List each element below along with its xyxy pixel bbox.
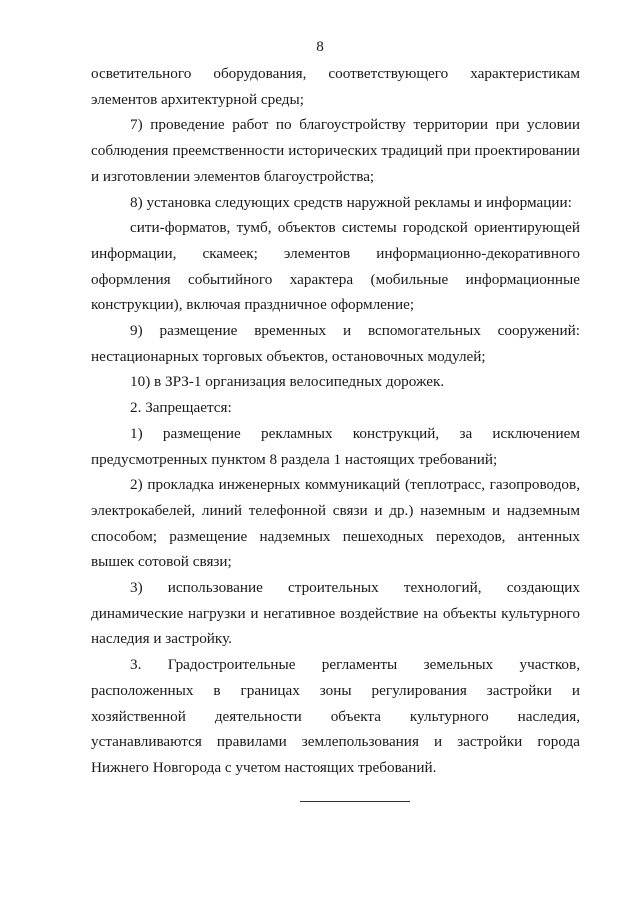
page-number: 8 — [316, 38, 324, 55]
section-2-heading: 2. Запрещается: — [130, 399, 232, 417]
prohibition-item-2: 2) прокладка инженерных коммуникаций (теплотрасс, газопроводов, электрокабелей, линий телефонной связи и др.) наземным и надземным способом; размещение надземных пешеходных переходов, антенных вышек сотовой связи; — [91, 476, 580, 571]
paragraph-item-10: 10) в ЗРЗ-1 организация велосипедных дорожек. — [130, 373, 445, 391]
prohibition-item-1: 1) размещение рекламных конструкций, за исключением предусмотренных пунктом 8 раздела 1 настоящих требований; — [91, 424, 580, 468]
paragraph-continuation: осветительного оборудования, соответствующего характеристикам элементов архитектурной среды; — [91, 65, 580, 108]
paragraph-item-9: 9) размещение временных и вспомогательных сооружений: нестационарных торговых объектов, остановочных модулей; — [91, 322, 580, 365]
paragraph-item-8: 8) установка следующих средств наружной рекламы и информации: — [130, 193, 572, 211]
prohibition-item-3: 3) использование строительных технологий, создающих динамические нагрузки и негативное воздействие на объекты культурного наследия и застройку. — [91, 579, 580, 648]
paragraph-item-8-list: сити-форматов, тумб, объектов системы городской ориентирующей информации, скамеек; элементов информационно-декоративного оформления событийного характера (мобильные информационные конструкции), включая праздничное оформление; — [91, 219, 580, 314]
section-3-paragraph: 3. Градостроительные регламенты земельных участков, расположенных в границах зоны регулирования застройки и хозяйственной деятельности объекта культурного наследия, устанавливаются правилами землепользования и застройки города Нижнего Новгорода с учетом настоящих требований. — [91, 656, 580, 776]
paragraph-item-7: 7) проведение работ по благоустройству территории при условии соблюдения преемственности исторических традиций при проектировании и изготовлении элементов благоустройства; — [91, 116, 580, 185]
closing-separator-line — [300, 801, 410, 802]
document-body — [91, 61, 580, 781]
